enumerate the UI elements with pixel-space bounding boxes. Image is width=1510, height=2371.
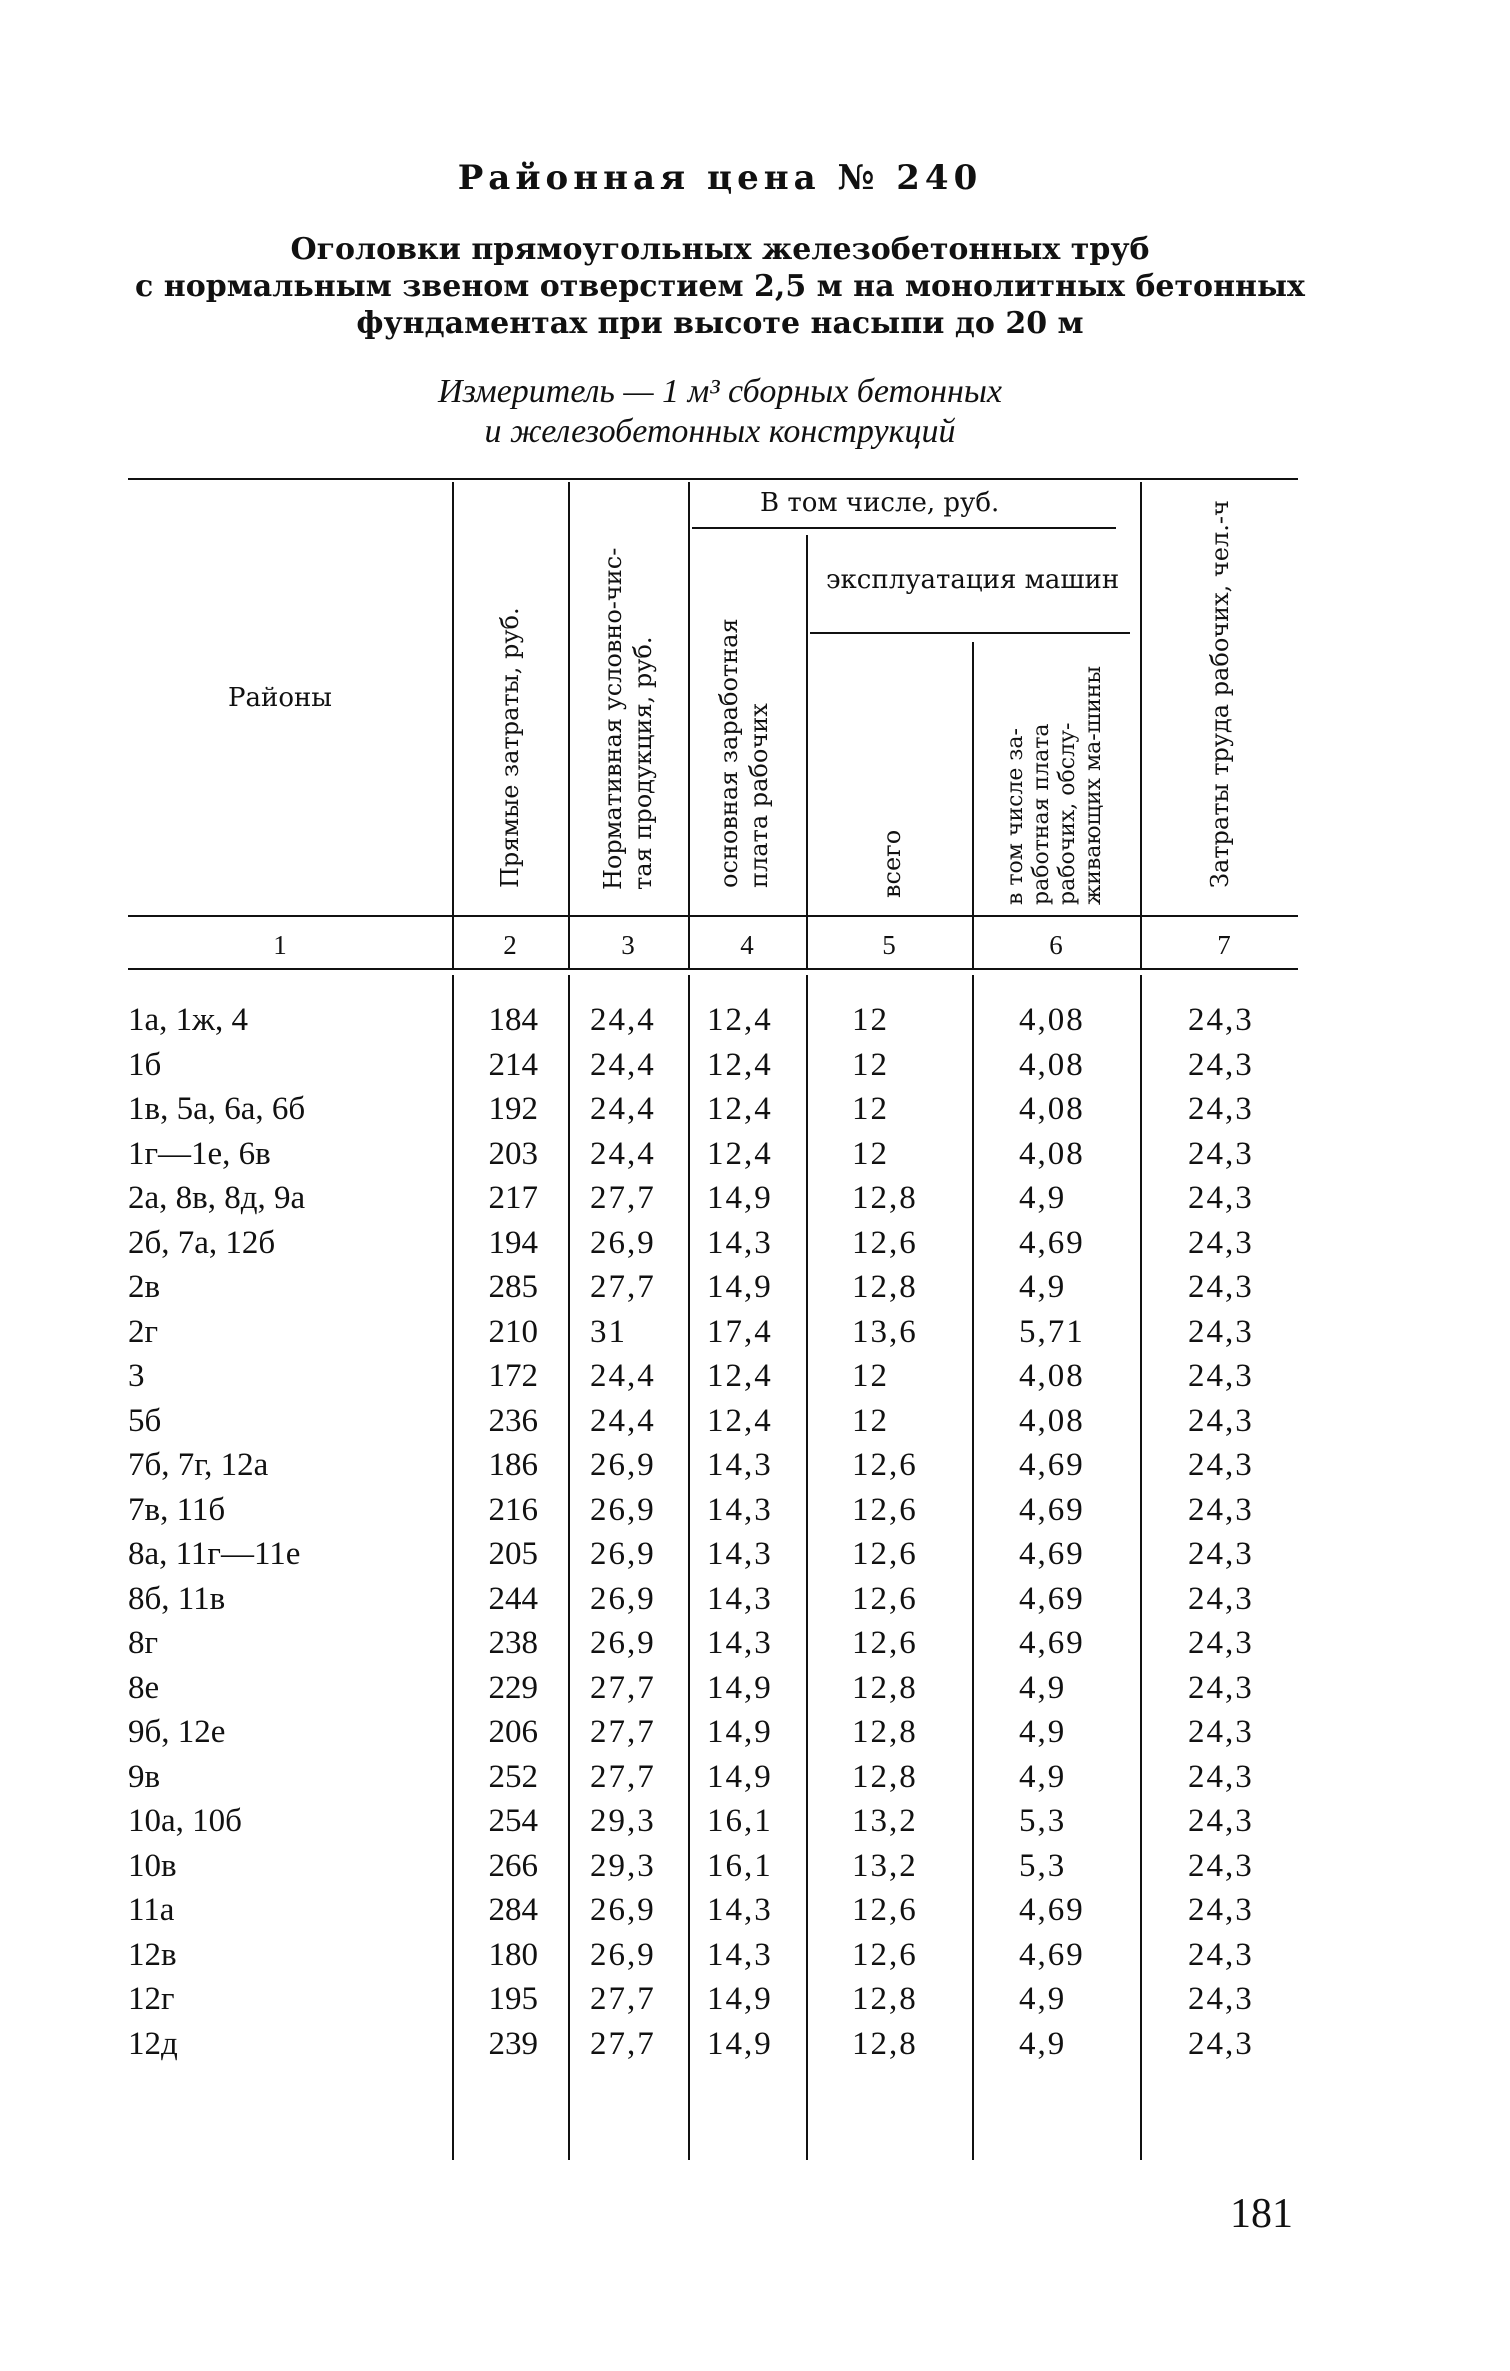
table-row bbox=[0, 1848, 1510, 1893]
header-labor: Затраты труда рабочих, чел.-ч bbox=[1206, 500, 1234, 888]
table-cell-col-5: 12,6 bbox=[852, 1625, 918, 1661]
table-cell-col-5: 13,2 bbox=[852, 1803, 918, 1839]
table-cell-col-5: 12,6 bbox=[852, 1224, 918, 1261]
table-cell-col-7: 24,3 bbox=[1188, 1269, 1254, 1305]
subheader-rule-including bbox=[692, 527, 1116, 529]
table-cell-col-7: 24,3 bbox=[1188, 1847, 1254, 1884]
table-cell-col-3: 24,4 bbox=[590, 1091, 656, 1127]
table-cell-col-3: 26,9 bbox=[590, 1491, 656, 1528]
table-cell-col-6: 4,9 bbox=[1019, 1758, 1067, 1795]
table-cell-col-1: 5б bbox=[128, 1402, 162, 1439]
table-cell-col-3: 24,4 bbox=[590, 1402, 656, 1439]
table-cell-col-3: 24,4 bbox=[590, 1135, 656, 1172]
table-row bbox=[0, 1136, 1510, 1181]
table-cell-col-3: 27,7 bbox=[590, 1758, 656, 1795]
table-cell-col-3: 26,9 bbox=[590, 1224, 656, 1261]
table-cell-col-4: 14,9 bbox=[707, 1758, 773, 1795]
table-cell-col-1: 2б, 7а, 12б bbox=[128, 1224, 276, 1261]
table-cell-col-1: 11а bbox=[128, 1892, 175, 1928]
subtitle-line-2: с нормальным звеном отверстием 2,5 м на монолитных бетонных bbox=[135, 269, 1305, 304]
table-cell-col-2: 194 bbox=[488, 1224, 538, 1261]
table-cell-col-6: 4,69 bbox=[1019, 1625, 1085, 1661]
header-districts: Районы bbox=[228, 683, 332, 713]
table-cell-col-6: 5,3 bbox=[1019, 1847, 1067, 1884]
table-cell-col-6: 4,69 bbox=[1019, 1936, 1085, 1973]
table-row bbox=[0, 1937, 1510, 1982]
table-cell-col-5: 12 bbox=[852, 1402, 889, 1439]
table-cell-col-1: 1б bbox=[128, 1046, 162, 1083]
table-cell-col-3: 27,7 bbox=[590, 1981, 656, 2017]
table-cell-col-5: 12,8 bbox=[852, 1180, 918, 1216]
table-cell-col-4: 14,9 bbox=[707, 1714, 773, 1750]
table-cell-col-5: 12 bbox=[852, 1091, 889, 1127]
table-cell-col-7: 24,3 bbox=[1188, 1669, 1254, 1706]
col-divider-2-header bbox=[568, 482, 570, 968]
table-cell-col-1: 3 bbox=[128, 1358, 145, 1394]
column-number-7: 7 bbox=[1217, 930, 1231, 960]
col-divider-4-header bbox=[806, 535, 808, 968]
table-cell-col-6: 4,08 bbox=[1019, 1358, 1085, 1394]
table-cell-col-3: 27,7 bbox=[590, 2025, 656, 2062]
col-divider-5-header bbox=[972, 642, 974, 968]
table-cell-col-3: 27,7 bbox=[590, 1180, 656, 1216]
table-cell-col-7: 24,3 bbox=[1188, 1402, 1254, 1439]
table-cell-col-1: 8г bbox=[128, 1625, 159, 1661]
table-cell-col-6: 4,69 bbox=[1019, 1536, 1085, 1572]
table-top-rule bbox=[128, 478, 1298, 480]
table-cell-col-1: 10в bbox=[128, 1847, 177, 1884]
table-cell-col-4: 12,4 bbox=[707, 1358, 773, 1394]
table-cell-col-7: 24,3 bbox=[1188, 1180, 1254, 1216]
table-cell-col-2: 266 bbox=[488, 1847, 538, 1884]
table-cell-col-4: 14,9 bbox=[707, 1981, 773, 2017]
table-row bbox=[0, 1314, 1510, 1359]
table-cell-col-3: 29,3 bbox=[590, 1847, 656, 1884]
table-cell-col-7: 24,3 bbox=[1188, 1313, 1254, 1350]
header-machine-operation: эксплуатация машин bbox=[826, 565, 1120, 595]
table-cell-col-2: 285 bbox=[488, 1269, 538, 1305]
table-cell-col-1: 2г bbox=[128, 1313, 159, 1350]
table-row bbox=[0, 1403, 1510, 1448]
table-cell-col-3: 26,9 bbox=[590, 1892, 656, 1928]
table-cell-col-6: 4,9 bbox=[1019, 1180, 1067, 1216]
column-number-5: 5 bbox=[882, 930, 896, 960]
table-cell-col-4: 14,3 bbox=[707, 1491, 773, 1528]
table-row bbox=[0, 1759, 1510, 1804]
table-cell-col-4: 14,3 bbox=[707, 1536, 773, 1572]
col-divider-3-header bbox=[688, 482, 690, 968]
table-cell-col-3: 27,7 bbox=[590, 1669, 656, 1706]
table-cell-col-7: 24,3 bbox=[1188, 1046, 1254, 1083]
table-row bbox=[0, 1714, 1510, 1759]
table-row bbox=[0, 1625, 1510, 1670]
table-cell-col-4: 14,9 bbox=[707, 1669, 773, 1706]
table-cell-col-7: 24,3 bbox=[1188, 1536, 1254, 1572]
table-row bbox=[0, 1269, 1510, 1314]
table-cell-col-7: 24,3 bbox=[1188, 1002, 1254, 1038]
table-row bbox=[0, 1581, 1510, 1626]
table-cell-col-2: 206 bbox=[488, 1714, 538, 1750]
table-cell-col-1: 12д bbox=[128, 2025, 178, 2062]
table-cell-col-4: 14,9 bbox=[707, 1269, 773, 1305]
table-cell-col-5: 12,6 bbox=[852, 1892, 918, 1928]
table-cell-col-2: 252 bbox=[488, 1758, 538, 1795]
table-cell-col-2: 205 bbox=[488, 1536, 538, 1572]
table-cell-col-4: 12,4 bbox=[707, 1135, 773, 1172]
table-cell-col-2: 236 bbox=[488, 1402, 538, 1439]
table-cell-col-7: 24,3 bbox=[1188, 1892, 1254, 1928]
table-cell-col-7: 24,3 bbox=[1188, 1981, 1254, 2017]
table-cell-col-6: 4,69 bbox=[1019, 1491, 1085, 1528]
table-cell-col-5: 12,8 bbox=[852, 1714, 918, 1750]
table-cell-col-3: 26,9 bbox=[590, 1536, 656, 1572]
table-cell-col-6: 4,08 bbox=[1019, 1402, 1085, 1439]
table-cell-col-2: 192 bbox=[488, 1091, 538, 1127]
table-cell-col-6: 4,9 bbox=[1019, 1269, 1067, 1305]
measure-line-1: Измеритель — 1 м³ сборных бетонных bbox=[438, 373, 1002, 410]
page-number: 181 bbox=[1230, 2191, 1293, 2237]
table-cell-col-7: 24,3 bbox=[1188, 2025, 1254, 2062]
column-number-rule bbox=[128, 968, 1298, 970]
table-cell-col-3: 27,7 bbox=[590, 1714, 656, 1750]
table-cell-col-7: 24,3 bbox=[1188, 1936, 1254, 1973]
table-cell-col-1: 8е bbox=[128, 1669, 160, 1706]
table-cell-col-4: 14,3 bbox=[707, 1892, 773, 1928]
table-cell-col-1: 10а, 10б bbox=[128, 1803, 242, 1839]
table-cell-col-3: 27,7 bbox=[590, 1269, 656, 1305]
table-cell-col-7: 24,3 bbox=[1188, 1091, 1254, 1127]
column-number-2: 2 bbox=[503, 930, 517, 960]
table-cell-col-4: 12,4 bbox=[707, 1402, 773, 1439]
table-cell-col-4: 17,4 bbox=[707, 1313, 773, 1350]
table-cell-col-3: 29,3 bbox=[590, 1803, 656, 1839]
table-cell-col-3: 24,4 bbox=[590, 1358, 656, 1394]
header-bottom-rule bbox=[128, 915, 1298, 917]
table-cell-col-5: 12,6 bbox=[852, 1491, 918, 1528]
table-cell-col-2: 217 bbox=[488, 1180, 538, 1216]
table-cell-col-4: 16,1 bbox=[707, 1847, 773, 1884]
table-cell-col-4: 14,3 bbox=[707, 1580, 773, 1617]
table-cell-col-1: 9в bbox=[128, 1758, 161, 1795]
table-cell-col-2: 172 bbox=[488, 1358, 538, 1394]
measure-line-2: и железобетонных конструкций bbox=[484, 413, 956, 450]
page-title: Районная цена № 240 bbox=[457, 158, 983, 198]
table-cell-col-5: 12,6 bbox=[852, 1580, 918, 1617]
column-number-4: 4 bbox=[740, 930, 754, 960]
table-cell-col-5: 12,8 bbox=[852, 1758, 918, 1795]
table-cell-col-4: 14,3 bbox=[707, 1625, 773, 1661]
col-divider-6-header bbox=[1140, 482, 1142, 968]
table-cell-col-1: 12в bbox=[128, 1936, 177, 1973]
table-row bbox=[0, 2026, 1510, 2071]
table-row bbox=[0, 1358, 1510, 1403]
column-number-3: 3 bbox=[621, 930, 635, 960]
table-cell-col-7: 24,3 bbox=[1188, 1714, 1254, 1750]
table-cell-col-1: 1в, 5а, 6а, 6б bbox=[128, 1091, 306, 1127]
table-cell-col-1: 12г bbox=[128, 1981, 175, 2017]
table-cell-col-6: 4,08 bbox=[1019, 1091, 1085, 1127]
table-cell-col-2: 284 bbox=[488, 1892, 538, 1928]
col-divider-1-header bbox=[452, 482, 454, 968]
table-row bbox=[0, 1091, 1510, 1136]
table-cell-col-1: 7в, 11б bbox=[128, 1491, 226, 1528]
table-cell-col-1: 1а, 1ж, 4 bbox=[128, 1002, 248, 1038]
table-cell-col-7: 24,3 bbox=[1188, 1358, 1254, 1394]
column-number-1: 1 bbox=[273, 930, 287, 960]
table-cell-col-1: 9б, 12е bbox=[128, 1714, 226, 1750]
table-cell-col-3: 26,9 bbox=[590, 1580, 656, 1617]
table-cell-col-5: 12,8 bbox=[852, 2025, 918, 2062]
table-cell-col-1: 2а, 8в, 8д, 9а bbox=[128, 1180, 306, 1216]
table-cell-col-6: 4,69 bbox=[1019, 1224, 1085, 1261]
table-cell-col-2: 180 bbox=[488, 1936, 538, 1973]
subtitle-line-3: фундаментах при высоте насыпи до 20 м bbox=[356, 306, 1084, 341]
table-row bbox=[0, 1225, 1510, 1270]
header-including: В том числе, руб. bbox=[760, 488, 1000, 518]
table-cell-col-4: 14,9 bbox=[707, 1180, 773, 1216]
table-cell-col-7: 24,3 bbox=[1188, 1135, 1254, 1172]
header-direct-costs: Прямые затраты, руб. bbox=[496, 607, 524, 888]
table-cell-col-5: 12,6 bbox=[852, 1536, 918, 1572]
table-cell-col-3: 26,9 bbox=[590, 1447, 656, 1483]
table-cell-col-6: 4,08 bbox=[1019, 1135, 1085, 1172]
header-machine-wage: в том числе за-работная плата рабочих, обслу-живающих ма-шины bbox=[1003, 665, 1106, 905]
table-cell-col-5: 12,8 bbox=[852, 1981, 918, 2017]
table-row bbox=[0, 1002, 1510, 1047]
table-cell-col-3: 31 bbox=[590, 1313, 627, 1350]
table-cell-col-2: 214 bbox=[488, 1046, 538, 1083]
table-cell-col-2: 184 bbox=[488, 1002, 538, 1038]
table-cell-col-4: 12,4 bbox=[707, 1002, 773, 1038]
table-cell-col-1: 2в bbox=[128, 1269, 161, 1305]
table-cell-col-2: 186 bbox=[488, 1447, 538, 1483]
table-cell-col-2: 239 bbox=[488, 2025, 538, 2062]
table-cell-col-7: 24,3 bbox=[1188, 1224, 1254, 1261]
table-cell-col-2: 203 bbox=[488, 1135, 538, 1172]
table-cell-col-1: 7б, 7г, 12а bbox=[128, 1447, 269, 1483]
table-cell-col-6: 4,9 bbox=[1019, 2025, 1067, 2062]
table-cell-col-2: 244 bbox=[488, 1580, 538, 1617]
subtitle-line-1: Оголовки прямоугольных железобетонных труб bbox=[290, 232, 1150, 267]
table-cell-col-6: 4,08 bbox=[1019, 1002, 1085, 1038]
table-cell-col-3: 26,9 bbox=[590, 1936, 656, 1973]
table-cell-col-5: 12 bbox=[852, 1135, 889, 1172]
table-cell-col-6: 4,9 bbox=[1019, 1669, 1067, 1706]
table-cell-col-2: 229 bbox=[488, 1669, 538, 1706]
table-cell-col-5: 12,6 bbox=[852, 1936, 918, 1973]
table-cell-col-6: 4,9 bbox=[1019, 1714, 1067, 1750]
table-cell-col-7: 24,3 bbox=[1188, 1625, 1254, 1661]
table-cell-col-1: 8б, 11в bbox=[128, 1580, 226, 1617]
table-cell-col-1: 8а, 11г—11е bbox=[128, 1536, 301, 1572]
table-cell-col-6: 4,69 bbox=[1019, 1580, 1085, 1617]
table-cell-col-5: 12,8 bbox=[852, 1669, 918, 1706]
table-cell-col-5: 13,2 bbox=[852, 1847, 918, 1884]
table-cell-col-5: 12,6 bbox=[852, 1447, 918, 1483]
table-cell-col-2: 216 bbox=[488, 1491, 538, 1528]
header-total: всего bbox=[878, 829, 906, 898]
table-cell-col-4: 14,3 bbox=[707, 1447, 773, 1483]
table-cell-col-6: 4,69 bbox=[1019, 1447, 1085, 1483]
table-cell-col-5: 13,6 bbox=[852, 1313, 918, 1350]
table-row bbox=[0, 1670, 1510, 1715]
table-cell-col-4: 14,3 bbox=[707, 1224, 773, 1261]
table-cell-col-2: 254 bbox=[488, 1803, 538, 1839]
table-row bbox=[0, 1536, 1510, 1581]
table-cell-col-4: 12,4 bbox=[707, 1091, 773, 1127]
table-cell-col-5: 12 bbox=[852, 1046, 889, 1083]
table-cell-col-7: 24,3 bbox=[1188, 1758, 1254, 1795]
table-cell-col-5: 12,8 bbox=[852, 1269, 918, 1305]
table-cell-col-4: 14,3 bbox=[707, 1936, 773, 1973]
table-cell-col-6: 5,71 bbox=[1019, 1313, 1085, 1350]
table-row bbox=[0, 1492, 1510, 1537]
subheader-rule-machines bbox=[810, 632, 1130, 634]
table-row bbox=[0, 1981, 1510, 2026]
table-row bbox=[0, 1892, 1510, 1937]
table-row bbox=[0, 1803, 1510, 1848]
table-cell-col-7: 24,3 bbox=[1188, 1580, 1254, 1617]
column-number-6: 6 bbox=[1049, 930, 1063, 960]
table-cell-col-7: 24,3 bbox=[1188, 1447, 1254, 1483]
table-cell-col-2: 210 bbox=[488, 1313, 538, 1350]
table-cell-col-4: 16,1 bbox=[707, 1803, 773, 1839]
table-cell-col-6: 4,69 bbox=[1019, 1892, 1085, 1928]
table-cell-col-5: 12 bbox=[852, 1002, 889, 1038]
table-cell-col-3: 24,4 bbox=[590, 1002, 656, 1038]
table-cell-col-4: 14,9 bbox=[707, 2025, 773, 2062]
table-cell-col-5: 12 bbox=[852, 1358, 889, 1394]
header-base-wage: основная заработная плата рабочих bbox=[715, 618, 773, 888]
table-cell-col-1: 1г—1е, 6в bbox=[128, 1135, 271, 1172]
table-cell-col-4: 12,4 bbox=[707, 1046, 773, 1083]
table-cell-col-2: 238 bbox=[488, 1625, 538, 1661]
table-row bbox=[0, 1447, 1510, 1492]
table-cell-col-6: 5,3 bbox=[1019, 1803, 1067, 1839]
table-cell-col-6: 4,08 bbox=[1019, 1046, 1085, 1083]
table-row bbox=[0, 1047, 1510, 1092]
table-row bbox=[0, 1180, 1510, 1225]
table-cell-col-3: 24,4 bbox=[590, 1046, 656, 1083]
table-cell-col-7: 24,3 bbox=[1188, 1491, 1254, 1528]
table-cell-col-6: 4,9 bbox=[1019, 1981, 1067, 2017]
table-cell-col-3: 26,9 bbox=[590, 1625, 656, 1661]
header-normative-output: Нормативная условно-чис-тая продукция, руб. bbox=[599, 547, 657, 890]
table-cell-col-2: 195 bbox=[488, 1981, 538, 2017]
table-cell-col-7: 24,3 bbox=[1188, 1803, 1254, 1839]
